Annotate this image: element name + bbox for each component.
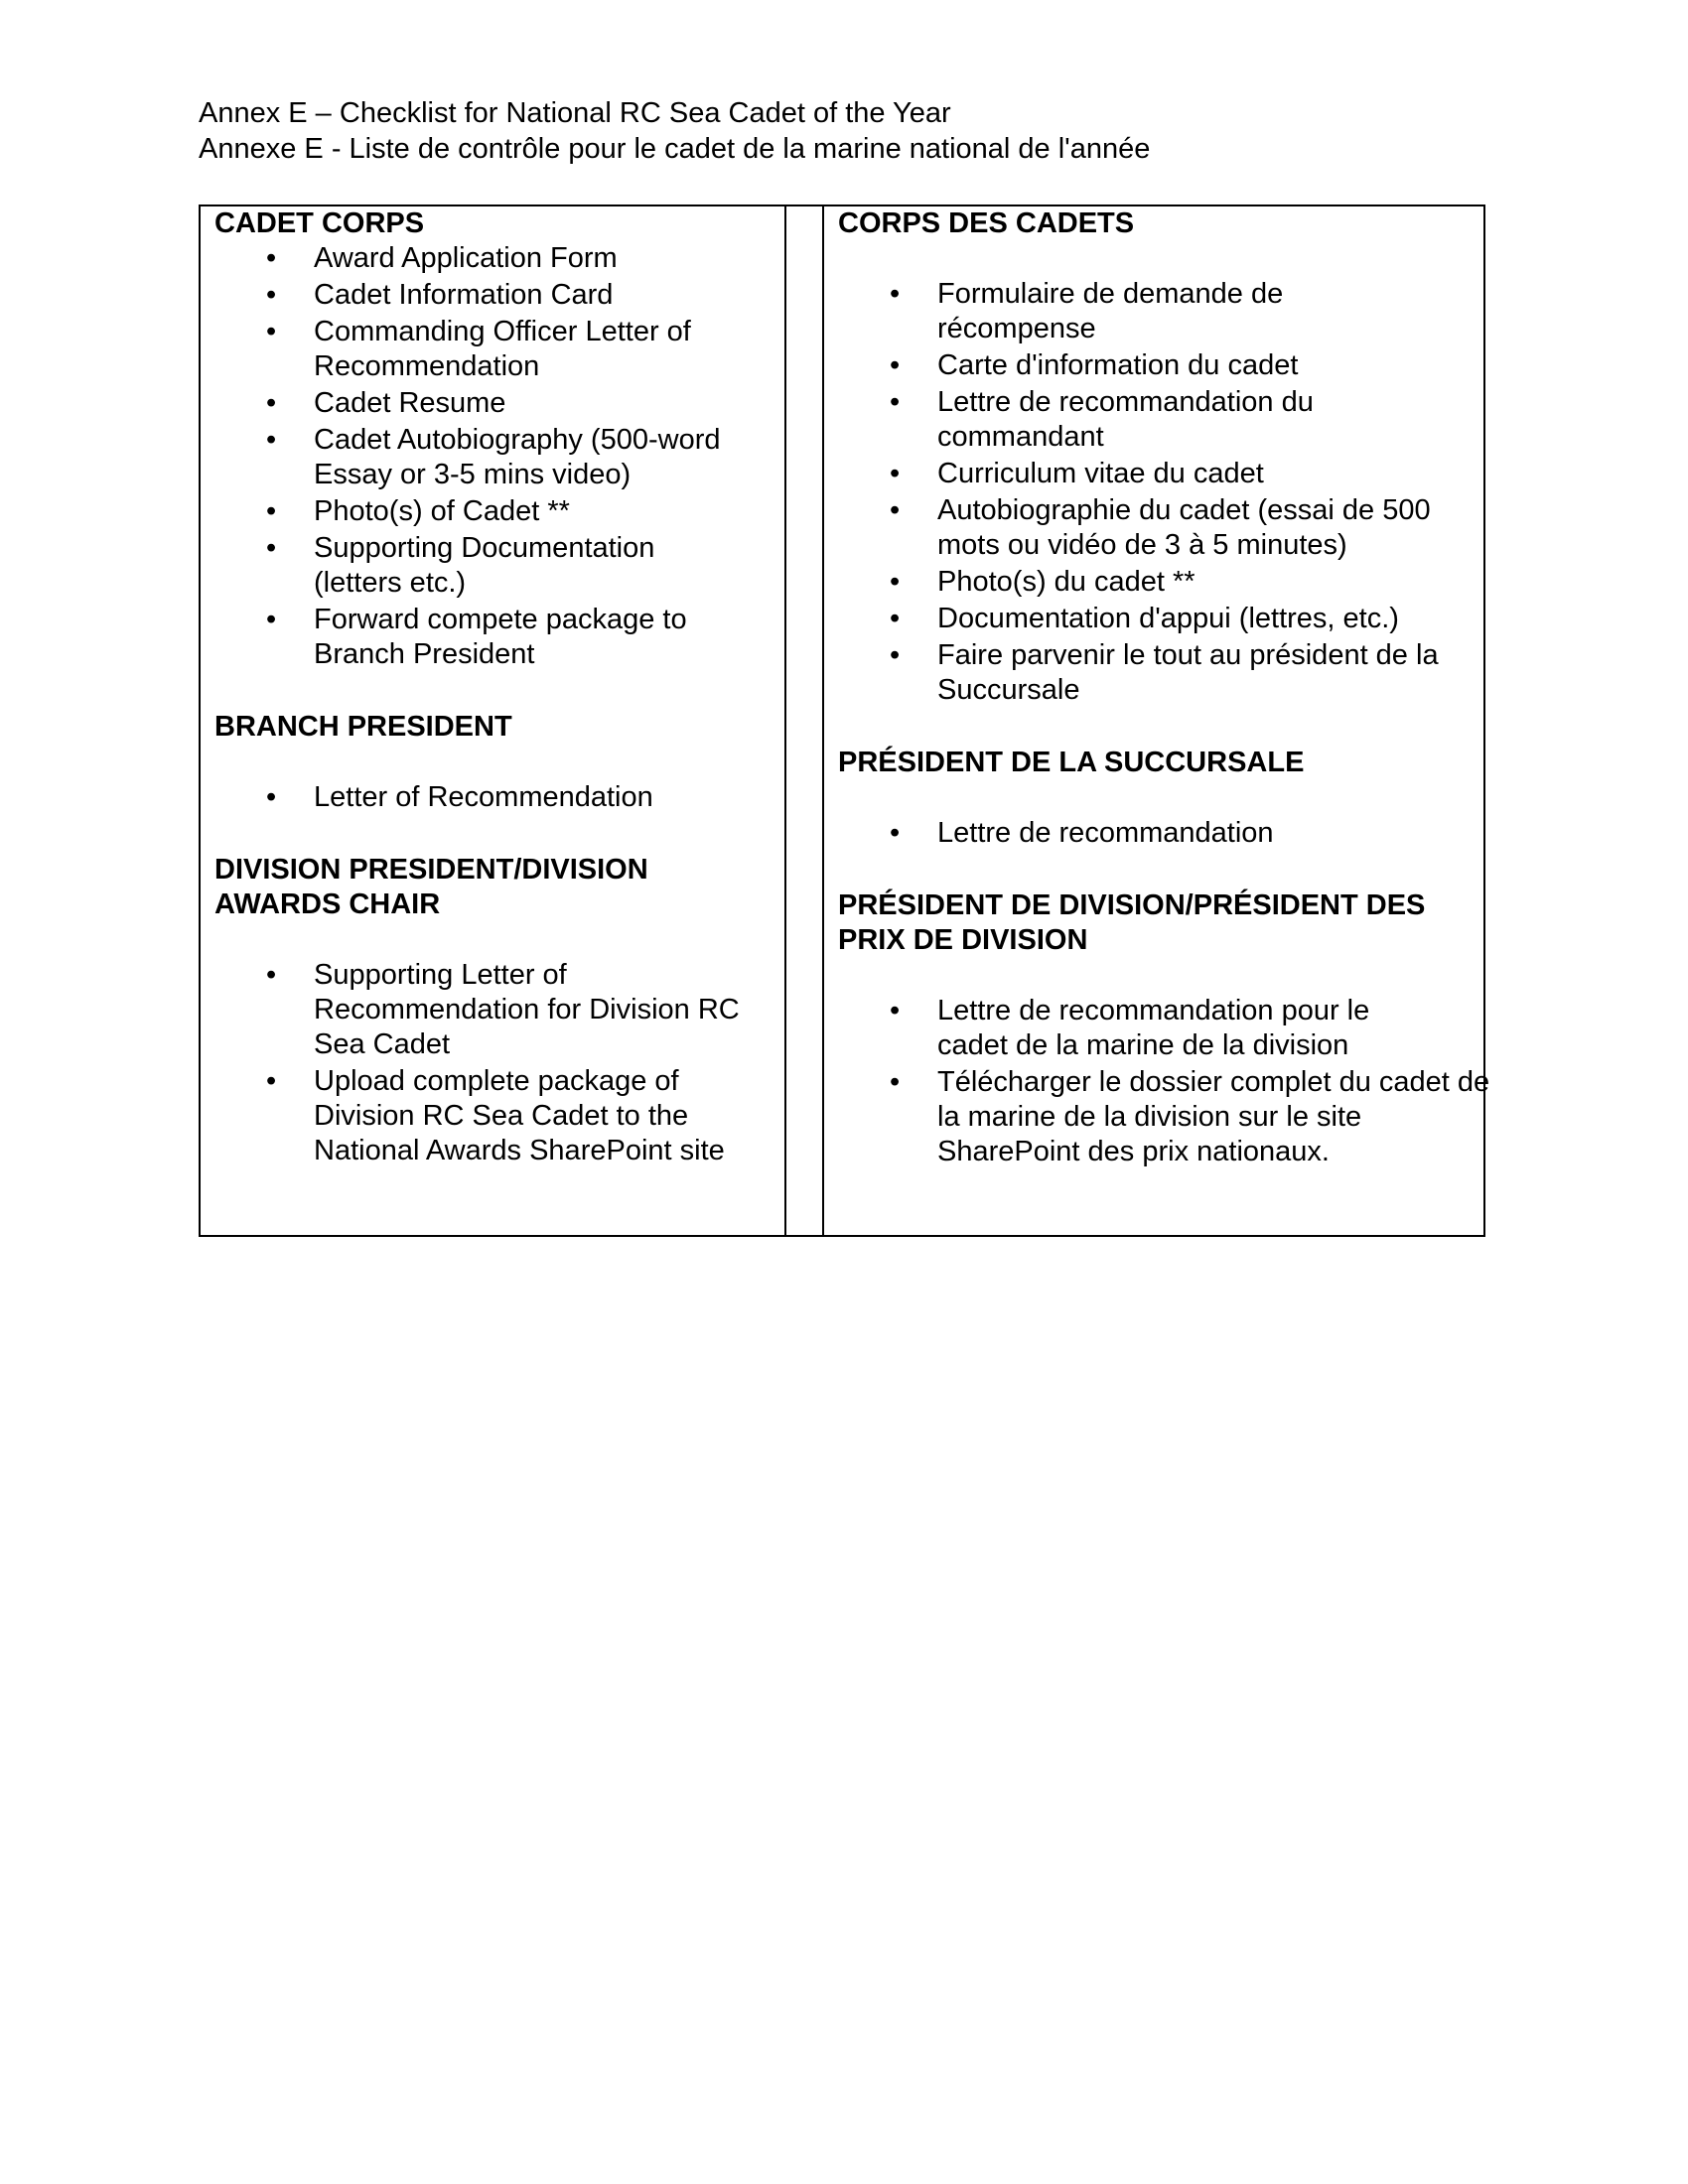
list-item: • Commanding Officer Letter of Recommendation bbox=[266, 316, 691, 382]
president-division-list bbox=[838, 994, 1490, 1169]
bullet-icon: • bbox=[890, 639, 901, 671]
bullet-icon: • bbox=[890, 494, 901, 526]
heading-english: Annex E – Checklist for National RC Sea Cadet of the Year bbox=[199, 97, 951, 129]
branch-president-list bbox=[214, 780, 773, 815]
bullet-icon: • bbox=[890, 458, 901, 489]
bullet-icon: • bbox=[266, 242, 277, 274]
section-title-cadet-corps: CADET CORPS bbox=[214, 207, 425, 239]
document-heading bbox=[199, 95, 1150, 167]
bullet-icon: • bbox=[890, 349, 901, 381]
cadet-corps-list bbox=[214, 241, 773, 672]
bullet-icon: • bbox=[266, 959, 277, 991]
french-column bbox=[824, 206, 1490, 1235]
bullet-icon: • bbox=[266, 316, 277, 347]
list-item: • Formulaire de demande de récompense bbox=[890, 278, 1284, 344]
list-item: • Photo(s) of Cadet ** bbox=[266, 495, 570, 527]
bullet-icon: • bbox=[890, 566, 901, 598]
bullet-icon: • bbox=[266, 495, 277, 527]
list-item: • Cadet Resume bbox=[266, 387, 506, 419]
bullet-icon: • bbox=[890, 603, 901, 634]
president-succursale-list bbox=[838, 816, 1470, 851]
section-title-president-division: PRÉSIDENT DE DIVISION/PRÉSIDENT DES PRIX DE DIVISION bbox=[838, 889, 1426, 956]
division-list bbox=[214, 958, 773, 1168]
heading-french: Annexe E - Liste de contrôle pour le cadet de la marine national de l'année bbox=[199, 133, 1151, 165]
bullet-icon: • bbox=[266, 279, 277, 311]
bullet-icon: • bbox=[266, 424, 277, 456]
list-item: • Supporting Documentation (letters etc.) bbox=[266, 532, 655, 599]
list-item: • Lettre de recommandation bbox=[890, 817, 1274, 849]
bullet-icon: • bbox=[266, 1065, 277, 1097]
bullet-icon: • bbox=[266, 781, 277, 813]
list-item: • Photo(s) du cadet ** bbox=[890, 566, 1196, 598]
list-item: • Faire parvenir le tout au président de la Succursale bbox=[890, 639, 1439, 706]
section-title-branch-president: BRANCH PRESIDENT bbox=[214, 711, 512, 743]
list-item: • Cadet Autobiography (500-word Essay or 3-5 mins video) bbox=[266, 424, 721, 490]
english-column bbox=[201, 206, 786, 1235]
bullet-icon: • bbox=[266, 387, 277, 419]
list-item: • Forward compete package to Branch President bbox=[266, 604, 687, 670]
bullet-icon: • bbox=[266, 604, 277, 635]
bullet-icon: • bbox=[890, 995, 901, 1026]
checklist-table bbox=[199, 205, 1490, 1237]
list-item: • Award Application Form bbox=[266, 242, 618, 274]
list-item: • Carte d'information du cadet bbox=[890, 349, 1299, 381]
bullet-icon: • bbox=[890, 386, 901, 418]
section-title-corps-des-cadets: CORPS DES CADETS bbox=[838, 207, 1135, 239]
list-item: • Autobiographie du cadet (essai de 500 mots ou vidéo de 3 à 5 minutes) bbox=[890, 494, 1431, 561]
corps-des-cadets-list bbox=[838, 277, 1470, 708]
list-item: • Documentation d'appui (lettres, etc.) bbox=[890, 603, 1399, 634]
section-title-president-succursale: PRÉSIDENT DE LA SUCCURSALE bbox=[838, 747, 1305, 778]
bullet-icon: • bbox=[890, 817, 901, 849]
bullet-icon: • bbox=[266, 532, 277, 564]
spacer-column bbox=[784, 206, 824, 1235]
list-item: • Supporting Letter of Recommendation for Division RC Sea Cadet bbox=[266, 959, 740, 1060]
list-item: • Upload complete package of Division RC Sea Cadet to the National Awards SharePoint site bbox=[266, 1065, 725, 1166]
bullet-icon: • bbox=[890, 1066, 901, 1098]
bullet-icon: • bbox=[890, 278, 901, 310]
section-title-division: DIVISION PRESIDENT/DIVISION AWARDS CHAIR bbox=[214, 854, 648, 920]
list-item: • Lettre de recommandation pour le cadet de la marine de la division bbox=[890, 995, 1370, 1061]
list-item: • Curriculum vitae du cadet bbox=[890, 458, 1264, 489]
list-item: • Lettre de recommandation du commandant bbox=[890, 386, 1314, 453]
list-item: • Letter of Recommendation bbox=[266, 781, 653, 813]
list-item: • Télécharger le dossier complet du cadet de la marine de la division sur le site SharePoint des prix nationaux. bbox=[890, 1066, 1490, 1167]
list-item: • Cadet Information Card bbox=[266, 279, 614, 311]
